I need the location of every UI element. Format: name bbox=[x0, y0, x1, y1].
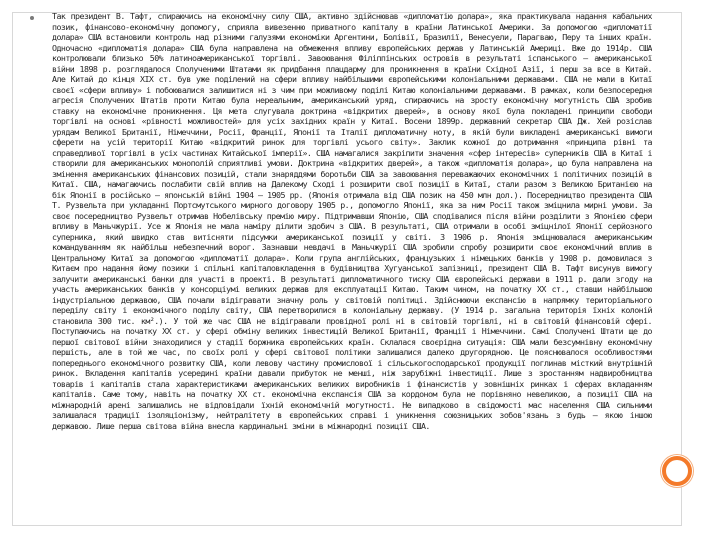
slide-content bbox=[52, 11, 652, 497]
body-paragraph: Так президент В. Тафт, спираючись на економічну силу США, активно здійснював «дипломатію долара», яка практикувала надання кабальних позик, фінансово-економічну допомогу, сприяла вивезенню приватного капіталу в країни Латинської Америки. За допомогою «дипломатії долара» США встановили контроль над різними галузями економіки Аргентини, Болівії, Бразилії, Венесуели, Парагваю, Перу та інших країн. Одночасно «дипломатія долара» США була направлена на обмеження впливу європейських держав у Латинській Америці. Вже до 1914р. США контролювали близько 50% латиноамериканської торгівлі. Завоювання Філіппінських островів в результаті іспанського – американської війни 1898 р. розглядалося Сполученими Штатами як придбання плацдарму для проникнення в країни Східної Азії, і перш за все в Китай. Але Китай до кінця ХІХ ст. був уже поділений на сфери впливу найбільшими європейськими колоніальними державами. США не мали в Китаї своєї «сфери впливу» і побоювалися залишитися ні з чим при можливому поділі Китаю колоніальними державами. В рамках, коли безпосередня агресія Сполучених Штатів проти Китаю була нереальним, американський уряд, спираючись на зросту економічну могутність США зробив ставку на економічне проникнення. Ця мета слугувала доктрина «відкритих дверей», в основу якої була покладені принципи свободи торгівлі на основі «рівності можливостей» для усіх західних країн у Китаї. Восени 1899р. державний секретар США Дж. Хей розіслав урядам Великої Британії, Німеччини, Росії, Франції, Японії та Італії дипломатичну ноту, в якій були викладені американські вимоги сферети на усій території Китаю «відкритий ринок для торгівлі усього світу». Заклик кожної до дотримання «принципа рівні та справедливої торгівлі в усіх частинах Китайської імперії». США намагалися закріпити значення «сфер інтересів» суперників США в Китаї і створили для американських монополій сприятливі умови. Доктрина «відкритих дверей», а також «дипломатія долара», що була направлена на змінення американських фінансових позицій, стали знаряддями боротьби США за завоювання переважаючих економічних і політичних позицій в Китаї. США, намагаючись послабити свій вплив на Далекому Сході і розширити свої позиції в Китаї, стали разом з Великою Британією на бік Японії в російсько – японській війні 1904 – 1905 рр. (Японія отримала від США позик на 450 млн дол.). Посередництво президента США Т. Рузвельта при укладанні Портсмутського мирного договору 1905 р., допомогло Японії, яка за ним Росії також зміцнила мирні умови. За своє посередництво Рузвельт отримав Нобелівську премію миру. Підтримавши Японію, США сподівалися після війни розділити з Японією сфери впливу в Маньчжурії. Усе ж Японія не мала наміру ділити здобич з США. В результаті, США отримали в особі зміцнілої Японії серйозного суперника, який швидко став витісняти підсумки американської позиції у світі. З 1906 р. Японія зміцнювалася американським командуванням як найбільш небезпечний ворог. Зазнавши невдачі в Маньчжурії США зробили спробу розширити своє економічний вплив в Центральному Китаї за допомогою «дипломатії долара». Коли група англійських, французьких і німецьких банків у 1908 р. домовилася з Китаєм про надання йому позики і спільні капіталовкладення в будівництва Хугуанської залізниці, президент США В. Тафт висунув вимогу залучити американські банки для участі в проекті. В результаті дипломатичного тиску США європейські держави в 1911 р. дали згоду на участь американських банків у консорціумі великих держав для експлуатації Китаю. Таким чином, на початку ХХ ст., ставши найбільшою індустріальною державою, США почали відігравати значну роль у світовій політиці. Здійснюючи експансію в напрямку територіального переділу світу і економічного поділу світу, США перетворилися в колоніальну державу. (У 1914 р. загальна територія їхніх колоній становила 300 тис. км².). У той же час США не відігравали провідної ролі ні в світовій торгівлі, ні в світовій фінансовій сфері. Поступаючись на початку ХХ ст. у сфері обміну великих інвестицій Великої Британії, Франції і Німеччини. Самі Сполучені Штати ще до першої світової війни знаходилися у стадії боржника європейських країн. Склалася своєрідна ситуація: США мали безсумнівну економічну першість, але в той же час, по своїх ролі у сфері світової політики залишалися далеко другорядною. Це пояснювалося особливостями попереднього економічного розвитку США, коли левову частину промислової і сільськогосподарської продукції поглинав місткий внутрішній ринок. Вкладення капіталів усередині країни давали прибуток не менші, ніж зарубіжні інвестиції. Лише з зростанням надвиробництва товарів і капіталів стала характеристиками американських великих виробників і фінансистів у зовнішніх ринках і сферах вкладанням капіталів. Саме тому, навіть на початку ХХ ст. економічна експансія США за кордоном була не порівняно невеликою, а позиції США на міжнародній арені залишались не відповідали їхній економічній могутності. Не випадково в свідомості мас населення США сильними залишалася традиції ізоляціонізму, нейтралітету в європейських справі і уникнення союзницьких зобов'язань з будь – якою іншою державою. Лише перша світова війна внесла кардинальні зміни в міжнародні позиції США. bbox=[52, 11, 652, 431]
circle-ornament-icon bbox=[662, 456, 692, 486]
slide-right-rule bbox=[681, 12, 682, 460]
bullet-icon bbox=[30, 16, 34, 20]
ornament-center bbox=[672, 466, 682, 476]
